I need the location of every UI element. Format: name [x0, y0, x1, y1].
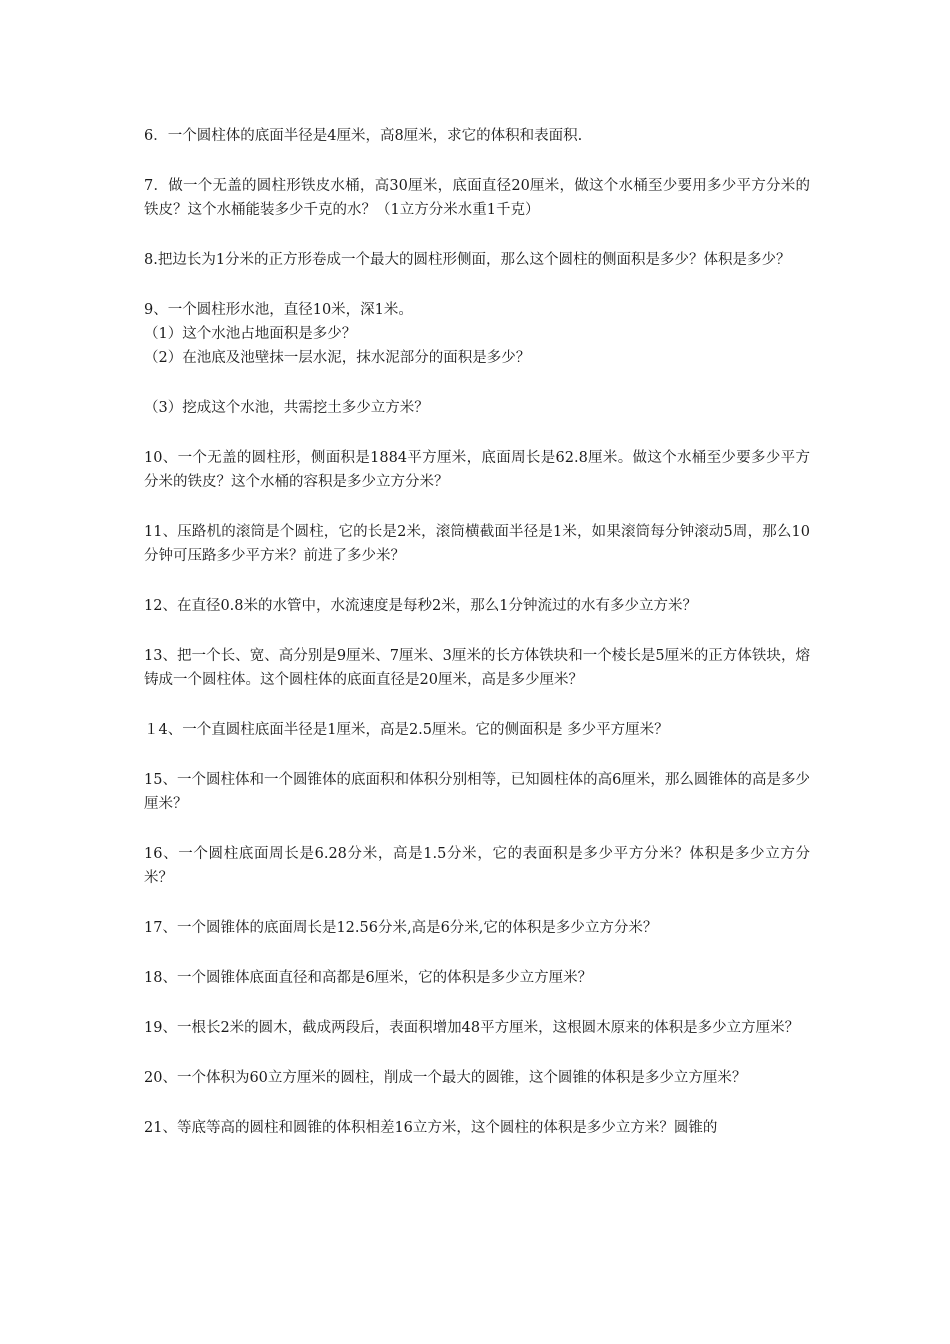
question-12: 12、在直径0.8米的水管中，水流速度是每秒2米，那么1分钟流过的水有多少立方米？ — [144, 598, 697, 614]
question-7: 7．做一个无盖的圆柱形铁皮水桶，高30厘米，底面直径20厘米，做这个水桶至少要用多少平方分米的铁皮？这个水桶能装多少千克的水？（1立方分米水重1千克） — [144, 178, 810, 218]
question-8: 8.把边长为1分米的正方形卷成一个最大的圆柱形侧面，那么这个圆柱的侧面积是多少？体积是多少？ — [144, 252, 791, 268]
question-9 — [144, 298, 810, 420]
question-11: 11、压路机的滚筒是个圆柱，它的长是2米，滚筒横截面半径是1米，如果滚筒每分钟滚动5周，那么10分钟可压路多少平方米？前进了多少米？ — [144, 524, 810, 564]
question-9-stem: 9、一个圆柱形水池，直径10米，深1米。 — [144, 302, 413, 318]
question-21: 21、等底等高的圆柱和圆锥的体积相差16立方米，这个圆柱的体积是多少立方米？圆锥的 — [144, 1120, 718, 1136]
question-17: 17、一个圆锥体的底面周长是12.56分米,高是6分米,它的体积是多少立方分米？ — [144, 920, 658, 936]
question-20: 20、一个体积为60立方厘米的圆柱，削成一个最大的圆锥，这个圆锥的体积是多少立方厘米？ — [144, 1070, 747, 1086]
question-9-part-3: （3）挖成这个水池，共需挖土多少立方米？ — [144, 400, 429, 416]
question-14: １4、一个直圆柱底面半径是1厘米，高是2.5厘米。它的侧面积是 多少平方厘米？ — [144, 722, 669, 738]
question-list — [144, 124, 810, 1140]
question-9-part-2: （2）在池底及池壁抹一层水泥，抹水泥部分的面积是多少？ — [144, 350, 531, 366]
question-9-part-1: （1）这个水池占地面积是多少？ — [144, 326, 357, 342]
question-19: 19、一根长2米的圆木，截成两段后，表面积增加48平方厘米，这根圆木原来的体积是多少立方厘米？ — [144, 1020, 800, 1036]
question-13: 13、把一个长、宽、高分别是9厘米、7厘米、3厘米的长方体铁块和一个棱长是5厘米的正方体铁块，熔铸成一个圆柱体。这个圆柱体的底面直径是20厘米，高是多少厘米？ — [144, 648, 810, 688]
question-16: 16、一个圆柱底面周长是6.28分米，高是1.5分米，它的表面积是多少平方分米？体积是多少立方分米？ — [144, 846, 810, 886]
question-10: 10、一个无盖的圆柱形，侧面积是1884平方厘米，底面周长是62.8厘米。做这个水桶至少要多少平方分米的铁皮？这个水桶的容积是多少立方分米？ — [144, 450, 810, 490]
question-18: 18、一个圆锥体底面直径和高都是6厘米，它的体积是多少立方厘米？ — [144, 970, 593, 986]
question-15: 15、一个圆柱体和一个圆锥体的底面积和体积分别相等，已知圆柱体的高6厘米，那么圆锥体的高是多少厘米？ — [144, 772, 810, 812]
question-6: 6．一个圆柱体的底面半径是4厘米，高8厘米，求它的体积和表面积. — [144, 128, 583, 144]
